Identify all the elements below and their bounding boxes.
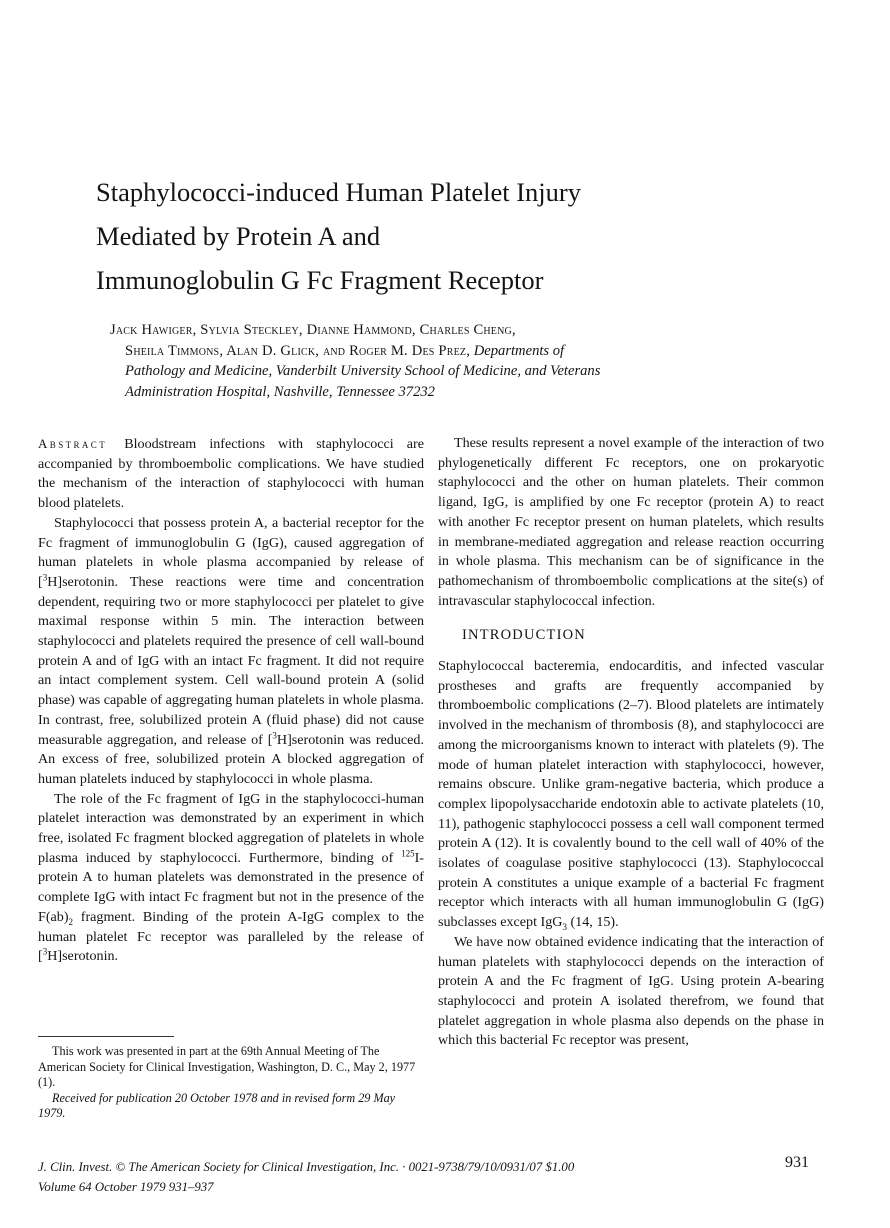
abstract-p3-a: The role of the Fc fragment of IgG in the staphylococci-human platelet interaction was demonstrated by an experiment in which free, isolated Fc fragment blocked aggregation of platelets in whole plasma induced by staphylococci. Furthermore, binding of bbox=[38, 790, 424, 866]
abstract-p3-b: I-protein A to human platelets was demonstrated in the presence of complete IgG with intact Fc fragment but not in the presence of the F(ab) bbox=[38, 849, 424, 925]
title-line-2: Mediated by Protein A and bbox=[96, 221, 381, 251]
abstract-p2-c: H]serotonin was reduced. An excess of free, solubilized protein A blocked aggregation of human platelets induced by staphylococci in whole plasma. bbox=[38, 731, 424, 787]
author-names-2: Sheila Timmons, Alan D. Glick, and Roger M. Des Prez, bbox=[125, 342, 471, 359]
intro-paragraph-1 bbox=[438, 657, 824, 933]
abstract-p2-b: H]serotonin. These reactions were time and concentration dependent, requiring two or more staphylococci per platelet to give maximal response within 5 min. The interaction between staphylococci and platelets required the presence of cell wall-bound protein A and of IgG with an intact Fc fragment. It did not require an intact complement system. Cell wall-bound protein A (solid phase) was capable of aggregating human platelets in whole plasma. In contrast, free, solubilized protein A (fluid phase) did not cause measurable aggregation, and release of [ bbox=[38, 573, 424, 748]
footnotes bbox=[38, 1044, 424, 1122]
abstract-paragraph-3 bbox=[38, 790, 424, 967]
intro-p1-a: Staphylococcal bacteremia, endocarditis, and infected vascular prostheses and grafts are frequently accompanied by thromboembolic complications (2–7). Blood platelets are intimately involved in the mechanism of thrombosis (8), and staphylococci are among the microorganisms known to interact with platelets (9). The mode of human platelet interaction with staphylococci, however, remains obscure. Unlike gram-negative bacteria, which produce a complex lipopolysaccharide endotoxin able to activate platelets (10, 11), pathogenic staphylococci possess a cell wall component termed protein A (12). It is covalently bound to the cell wall of 40% of the isolates of coagulase positive staphylococci (13). Staphylococcal protein A constitutes a unique example of a bacterial Fc fragment receptor which interacts with all human immunoglobulin G (IgG) subclasses except IgG bbox=[438, 658, 824, 931]
abstract-paragraph-4: These results represent a novel example of the interaction of two phylogenetically different Fc receptors, one on prokaryotic staphylococci and the other on human platelets. Their common ligand, IgG, is amplified by one Fc receptor (protein A) to react with another Fc receptor present on human platelets, which results in membrane-mediated aggregation and release reaction occurring in whole plasma. This mechanism can be of significance in the pathomechanism of thromboembolic complications at the site(s) of intravascular staphylococcal infection. bbox=[438, 435, 824, 609]
footnote-received: Received for publication 20 October 1978 and in revised form 29 May 1979. bbox=[38, 1090, 396, 1121]
footnote-divider bbox=[38, 1036, 174, 1037]
author-line-2 bbox=[110, 341, 810, 362]
article-title bbox=[96, 170, 836, 302]
abstract-p1-text: Bloodstream infections with staphylococci are accompanied by thromboembolic complications. We have studied the mechanism of the interaction of staphylococci with human blood platelets. bbox=[38, 436, 424, 512]
subscript: 3 bbox=[562, 921, 567, 932]
abstract-paragraph-2 bbox=[38, 514, 424, 790]
abstract-p3-d: H]serotonin. bbox=[47, 948, 119, 965]
author-block bbox=[110, 320, 810, 402]
superscript: 3 bbox=[42, 946, 48, 957]
title-line-1: Staphylococci-induced Human Platelet Injury bbox=[96, 177, 581, 207]
affiliation-line-1: Pathology and Medicine, Vanderbilt University School of Medicine, and Veterans bbox=[125, 363, 601, 379]
right-column bbox=[438, 434, 824, 1051]
footnote-presented: This work was presented in part at the 69th Annual Meeting of The American Society for Clinical Investigation, Washington, D. C., May 2, 1977 (1). bbox=[38, 1044, 416, 1090]
affiliation-start: Departments of bbox=[470, 342, 565, 359]
affiliation-line-2: Administration Hospital, Nashville, Tennessee 37232 bbox=[125, 383, 435, 400]
intro-p1-b: (14, 15). bbox=[566, 914, 619, 931]
subscript: 2 bbox=[68, 916, 74, 927]
left-column bbox=[38, 434, 424, 967]
abstract-label: Abstract bbox=[38, 436, 108, 451]
intro-paragraph-2: We have now obtained evidence indicating that the interaction of human platelets with staphylococci depends on the interaction of protein A and the Fc fragment of IgG. Using protein A-bearing staphylococci and protein A isolated therefrom, we found that platelet aggregation in whole plasma also depends on the phase in which this bacterial Fc receptor was present, bbox=[438, 933, 824, 1049]
page-footer bbox=[38, 1157, 828, 1197]
title-line-3: Immunoglobulin G Fc Fragment Receptor bbox=[96, 265, 544, 295]
abstract-p3-c: fragment. Binding of the protein A-IgG complex to the human platelet Fc receptor was paralleled by the release of [ bbox=[38, 908, 424, 965]
superscript: 3 bbox=[42, 572, 48, 583]
volume-line: Volume 64 October 1979 931–937 bbox=[38, 1180, 214, 1194]
journal-citation: J. Clin. Invest. © The American Society for Clinical Investigation, Inc. · 0021-9738/79/10/0931/07 $1.00 bbox=[38, 1160, 575, 1174]
abstract-paragraph-1 bbox=[38, 434, 424, 514]
introduction-heading: INTRODUCTION bbox=[462, 627, 586, 644]
superscript: 3 bbox=[272, 729, 277, 740]
page-number: 931 bbox=[785, 1154, 809, 1171]
superscript: 125 bbox=[401, 848, 415, 859]
abstract-p2-a: Staphylococci that possess protein A, a bacterial receptor for the Fc fragment of immunoglobulin G (IgG), caused aggregation of human platelets in whole plasma accompanied by release of [ bbox=[38, 514, 424, 590]
author-line-1: Jack Hawiger, Sylvia Steckley, Dianne Hammond, Charles Cheng, bbox=[110, 322, 516, 338]
